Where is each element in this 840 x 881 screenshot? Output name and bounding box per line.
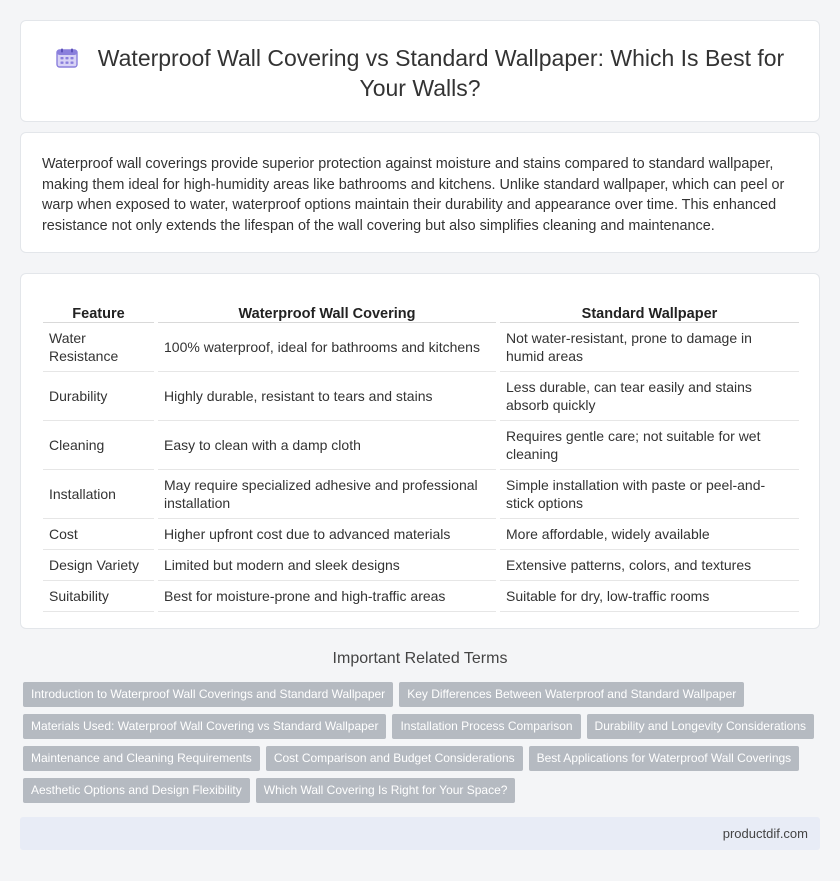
table-cell-waterproof: May require specialized adhesive and professional installation [156,469,498,518]
related-term-tag[interactable]: Aesthetic Options and Design Flexibility [23,778,250,803]
comparison-table [43,296,799,612]
table-cell-waterproof: Best for moisture-prone and high-traffic areas [156,580,498,611]
related-term-tag[interactable]: Durability and Longevity Considerations [587,714,814,739]
table-row [43,371,799,420]
header-waterproof: Waterproof Wall Covering [156,296,498,322]
table-cell-standard: Not water-resistant, prone to damage in humid areas [498,322,799,371]
table-cell-standard: Extensive patterns, colors, and textures [498,549,799,580]
page-title-wrap [51,43,789,103]
header-feature: Feature [43,296,156,322]
table-cell-waterproof: 100% waterproof, ideal for bathrooms and kitchens [156,322,498,371]
related-term-tag[interactable]: Cost Comparison and Budget Considerations [266,746,523,771]
header-standard: Standard Wallpaper [498,296,799,322]
table-cell-feature: Durability [43,371,156,420]
related-term-tag[interactable]: Installation Process Comparison [392,714,580,739]
table-header-row [43,296,799,322]
table-cell-waterproof: Easy to clean with a damp cloth [156,420,498,469]
table-cell-feature: Water Resistance [43,322,156,371]
related-terms-heading: Important Related Terms [332,650,508,667]
page-title: Waterproof Wall Covering vs Standard Wallpaper: Which Is Best for Your Walls? [97,45,785,101]
table-row [43,549,799,580]
related-term-tag[interactable]: Key Differences Between Waterproof and Standard Wallpaper [399,682,744,707]
related-term-tag[interactable]: Which Wall Covering Is Right for Your Space? [256,778,516,803]
related-terms-list [23,682,820,810]
related-term-tag[interactable]: Materials Used: Waterproof Wall Covering vs Standard Wallpaper [23,714,386,739]
related-term-tag[interactable]: Maintenance and Cleaning Requirements [23,746,260,771]
calendar-icon [56,48,78,68]
table-cell-feature: Cleaning [43,420,156,469]
intro-card [20,132,820,253]
table-cell-waterproof: Higher upfront cost due to advanced materials [156,518,498,549]
footer [20,817,820,850]
table-row [43,580,799,611]
table-cell-feature: Design Variety [43,549,156,580]
intro-paragraph: Waterproof wall coverings provide superior protection against moisture and stains compared to standard wallpaper, making them ideal for high-humidity areas like bathrooms and kitchens. Unlike standard wallpaper, which can peel or warp when exposed to water, waterproof options maintain their durability and appearance over time. This enhanced resistance not only extends the lifespan of the wall covering but also simplifies cleaning and maintenance. [42,156,785,234]
table-row [43,322,799,371]
table-cell-feature: Installation [43,469,156,518]
table-row [43,469,799,518]
table-cell-standard: Simple installation with paste or peel-and-stick options [498,469,799,518]
title-card [20,20,820,122]
related-term-tag[interactable]: Introduction to Waterproof Wall Coverings and Standard Wallpaper [23,682,393,707]
comparison-card [20,273,820,629]
related-term-tag[interactable]: Best Applications for Waterproof Wall Coverings [529,746,800,771]
table-row [43,420,799,469]
table-cell-waterproof: Highly durable, resistant to tears and stains [156,371,498,420]
table-cell-feature: Suitability [43,580,156,611]
footer-site-link[interactable]: productdif.com [722,826,808,841]
table-cell-feature: Cost [43,518,156,549]
table-cell-standard: Less durable, can tear easily and stains absorb quickly [498,371,799,420]
table-cell-standard: Requires gentle care; not suitable for wet cleaning [498,420,799,469]
table-row [43,518,799,549]
table-cell-waterproof: Limited but modern and sleek designs [156,549,498,580]
table-cell-standard: More affordable, widely available [498,518,799,549]
table-cell-standard: Suitable for dry, low-traffic rooms [498,580,799,611]
